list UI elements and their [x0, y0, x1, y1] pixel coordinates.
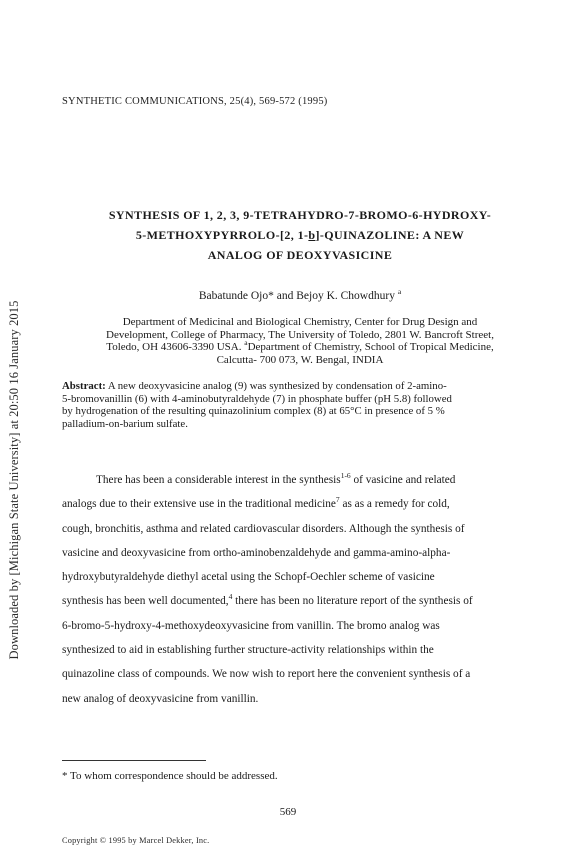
abstract-line-2: 5-bromovanillin (6) with 4-aminobutyraldehyde (7) in phosphate buffer (pH 5.8) followed	[62, 392, 452, 405]
author-names: Babatunde Ojo* and Bejoy K. Chowdhury	[198, 290, 395, 302]
citation-superscript: 4	[228, 592, 233, 602]
abstract-text: A new deoxyvasicine analog (9) was synthesized by condensation of 2-amino-	[105, 380, 447, 392]
affiliation	[56, 316, 544, 366]
title-line-2-part: 5-METHOXYPYRROLO-[2, 1-	[135, 228, 309, 242]
body-line-5: hydroxybutyraldehyde diethyl acetal using the Schopf-Oechler scheme of vasicine	[62, 571, 435, 584]
body-paragraph	[62, 468, 542, 711]
title-line-3: ANALOG OF DEOXYVASICINE	[207, 248, 393, 262]
page-number: 569	[279, 806, 297, 818]
title-line-1: SYNTHESIS OF 1, 2, 3, 9-TETRAHYDRO-7-BROMO-6-HYDROXY-	[108, 208, 492, 222]
affiliation-part: Toledo, OH 43606-3390 USA.	[106, 341, 245, 354]
abstract	[62, 380, 546, 430]
body-line-3: cough, bronchitis, asthma and related cardiovascular disorders. Although the synthesis of	[62, 522, 465, 535]
title-line-2-part: ]-QUINAZOLINE: A NEW	[315, 228, 465, 242]
abstract-label: Abstract:	[62, 380, 106, 392]
body-text: of vasicine and related	[350, 474, 456, 486]
body-line-8: synthesized to aid in establishing further structure-activity relationships within the	[62, 644, 434, 657]
author-affiliation-mark: a	[397, 287, 402, 296]
abstract-line-4: palladium-on-barium sulfate.	[62, 417, 188, 430]
body-line-1	[62, 468, 542, 492]
affiliation-line-4: Calcutta- 700 073, W. Bengal, INDIA	[216, 353, 384, 366]
body-line-9: quinazoline class of compounds. We now wish to report here the convenient synthesis of a	[62, 668, 471, 681]
affiliation-line-1: Department of Medicinal and Biological Chemistry, Center for Drug Design and	[122, 316, 478, 328]
copyright-notice: Copyright © 1995 by Marcel Dekker, Inc.	[62, 836, 210, 845]
title-line-2-italic-b: b	[308, 228, 316, 242]
body-line-7: 6-bromo-5-hydroxy-4-methoxydeoxyvasicine from vanillin. The bromo analog was	[62, 619, 440, 632]
body-text: There has been a considerable interest in the synthesis	[96, 474, 341, 486]
abstract-line-3: by hydrogenation of the resulting quinazolinium complex (8) at 65°C in presence of 5 %	[62, 405, 445, 418]
abstract-line-1	[62, 380, 546, 393]
citation-superscript: 7	[335, 495, 340, 505]
author-list	[62, 287, 538, 302]
citation-superscript: 1-6	[340, 471, 351, 480]
body-text: analogs due to their extensive use in the traditional medicine	[62, 498, 336, 511]
body-line-2	[62, 492, 542, 516]
journal-header: SYNTHETIC COMMUNICATIONS, 25(4), 569-572 (1995)	[62, 96, 328, 107]
article-title	[62, 205, 538, 265]
affiliation-line-3	[56, 338, 544, 354]
body-text: there has been no literature report of the synthesis of	[232, 595, 473, 608]
body-line-4: vasicine and deoxyvasicine from ortho-aminobenzaldehyde and gamma-amino-alpha-	[62, 546, 451, 559]
body-text: as as a remedy for cold,	[339, 498, 450, 511]
affiliation-line-2: Development, College of Pharmacy, The University of Toledo, 2801 W. Bancroft Street,	[106, 328, 494, 341]
download-watermark: Downloaded by [Michigan State University] at 20:50 16 January 2015	[7, 300, 21, 660]
title-line-2	[62, 225, 538, 245]
body-text: synthesis has been well documented,	[62, 595, 229, 608]
correspondence-footnote: * To whom correspondence should be addressed.	[62, 770, 278, 782]
body-line-10: new analog of deoxyvasicine from vanillin.	[62, 692, 259, 705]
affiliation-part: Department of Chemistry, School of Tropical Medicine,	[247, 341, 494, 354]
affiliation-mark: a	[244, 338, 248, 348]
footnote-divider	[62, 760, 206, 761]
body-line-6	[62, 589, 542, 613]
